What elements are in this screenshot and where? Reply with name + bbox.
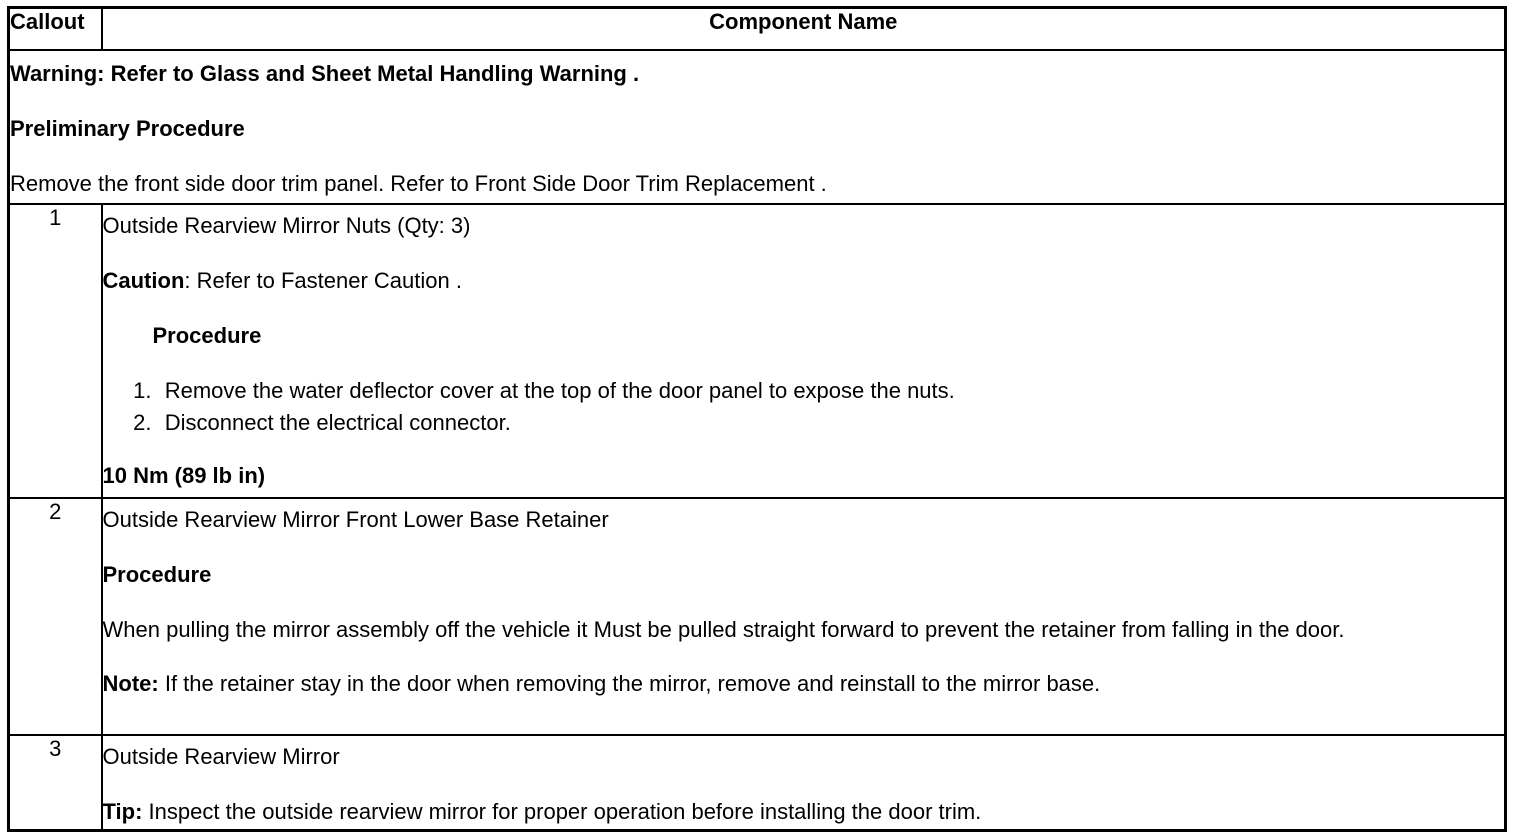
preliminary-procedure-title: Preliminary Procedure [10,116,245,141]
caution-label: Caution [102,268,185,293]
list-item [103,407,1505,439]
table-row [9,735,1506,831]
procedure-title: Procedure [152,323,262,348]
component-cell [102,735,1506,831]
callout-number: 2 [9,498,102,735]
step-text: Disconnect the electrical connector. [164,410,511,435]
table-row [9,204,1506,498]
component-cell [102,204,1506,498]
component-name: Outside Rearview Mirror Front Lower Base Retainer [102,507,609,532]
callout-number: 3 [9,735,102,831]
tip-label: Tip: [102,799,143,824]
step-number: 2. [133,410,152,435]
preliminary-cell [9,50,1506,204]
component-name: Outside Rearview Mirror [102,744,340,769]
note-label: Note: [102,671,159,696]
warning-text: Warning: Refer to Glass and Sheet Metal Handling Warning . [10,61,640,86]
table-header-row [9,8,1506,51]
callout-number: 1 [9,204,102,498]
note-text: If the retainer stay in the door when removing the mirror, remove and reinstall to the mirror base. [158,671,1101,696]
tip-text: Inspect the outside rearview mirror for proper operation before installing the door trim. [142,799,982,824]
procedure-title: Procedure [102,562,212,587]
caution-text: : Refer to Fastener Caution . [184,268,462,293]
step-text: Remove the water deflector cover at the top of the door panel to expose the nuts. [164,378,955,403]
torque-spec: 10 Nm (89 lb in) [102,463,266,488]
callout-column-header: Callout [9,8,102,51]
procedure-text: When pulling the mirror assembly off the vehicle it Must be pulled straight forward to prevent the retainer from falling in the door. [102,617,1345,642]
procedure-table [7,6,1507,832]
component-cell [102,498,1506,735]
component-name: Outside Rearview Mirror Nuts (Qty: 3) [102,213,471,238]
preliminary-procedure-text: Remove the front side door trim panel. Refer to Front Side Door Trim Replacement . [10,171,827,196]
note-line [103,669,1505,699]
table-row [9,498,1506,735]
step-number: 1. [133,378,152,403]
tip-line [103,797,1505,827]
preliminary-row [9,50,1506,204]
component-name-column-header: Component Name [102,8,1506,51]
caution-line [103,266,1505,296]
list-item [103,375,1505,407]
procedure-steps-list [103,375,1505,439]
